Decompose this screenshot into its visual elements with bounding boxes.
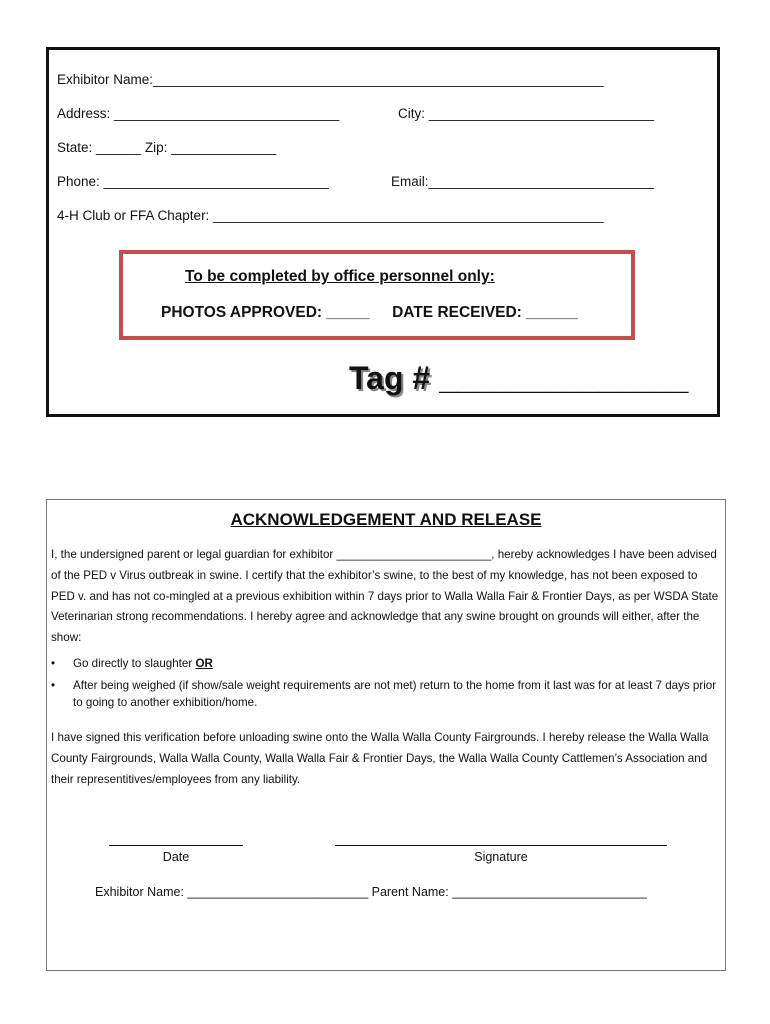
release-paragraph-2-text: I have signed this verification before unloading swine onto the Walla Walla County Fairgrounds. I hereby release the Walla Walla County Fairgrounds, Walla Walla County, Walla Walla Fair & Frontier Days, the Walla Walla County Cattlemen’s Association and their representitives/employees from any liability. — [51, 731, 709, 786]
office-use-row — [161, 304, 578, 322]
state-zip-field[interactable]: State: ______ Zip: ______________ — [57, 140, 277, 155]
office-use-title: To be completed by office personnel only: — [185, 268, 495, 285]
exhibitor-parent-name-line[interactable]: Exhibitor Name: __________________________ Parent Name: ____________________________ — [95, 885, 647, 899]
phone-field[interactable]: Phone: ______________________________ — [57, 174, 329, 189]
bullet-1-text: Go directly to slaughter — [73, 657, 196, 670]
list-item — [51, 677, 723, 711]
bullet-icon: • — [51, 657, 56, 670]
exhibitor-name-field[interactable]: Exhibitor Name:____________________________________________________________ — [57, 72, 604, 87]
date-signature-line[interactable] — [109, 845, 243, 846]
release-title: ACKNOWLEDGEMENT AND RELEASE — [230, 510, 542, 529]
email-field[interactable]: Email:______________________________ — [391, 174, 654, 189]
tag-blank: ______________ — [439, 360, 689, 396]
address-field[interactable]: Address: ______________________________ — [57, 106, 340, 121]
date-received-field[interactable]: DATE RECEIVED: ______ — [392, 304, 578, 321]
acknowledgement-release-box — [46, 499, 726, 971]
bullet-2-text: After being weighed (if show/sale weight requirements are not met) return to the home from it last was for at least 7 days prior to going to another exhibition/home. — [73, 679, 717, 709]
office-use-box — [119, 250, 635, 340]
bullet-icon: • — [51, 679, 56, 692]
club-chapter-field[interactable]: 4-H Club or FFA Chapter: ____________________________________________________ — [57, 208, 604, 223]
release-paragraph-1 — [51, 545, 723, 649]
city-field[interactable]: City: ______________________________ — [398, 106, 654, 121]
signature-line[interactable] — [335, 845, 667, 846]
release-bullet-list — [51, 655, 723, 716]
photos-approved-field[interactable]: PHOTOS APPROVED: _____ — [161, 304, 370, 321]
date-label: Date — [162, 850, 190, 864]
exhibitor-info-box — [46, 47, 720, 417]
tag-number-field[interactable] — [349, 360, 688, 397]
release-paragraph-1-text: I, the undersigned parent or legal guardian for exhibitor ________________________, hereby acknowledges I have been advised of the PED v Virus outbreak in swine. I certify that the exhibitor’s swine, to the best of my knowledge, has not been exposed to PED v. and has not co-mingled at a previous exhibition within 7 days prior to Walla Walla Fair & Frontier Days, as per WSDA State Veterinarian strong recommendations. I hereby agree and acknowledge that any swine brought on grounds will either, after the show: — [51, 548, 719, 645]
list-item — [51, 655, 723, 672]
signature-label: Signature — [474, 850, 528, 864]
tag-label: Tag # — [349, 360, 431, 396]
bullet-1-or: OR — [195, 657, 213, 670]
release-paragraph-2 — [51, 728, 723, 790]
